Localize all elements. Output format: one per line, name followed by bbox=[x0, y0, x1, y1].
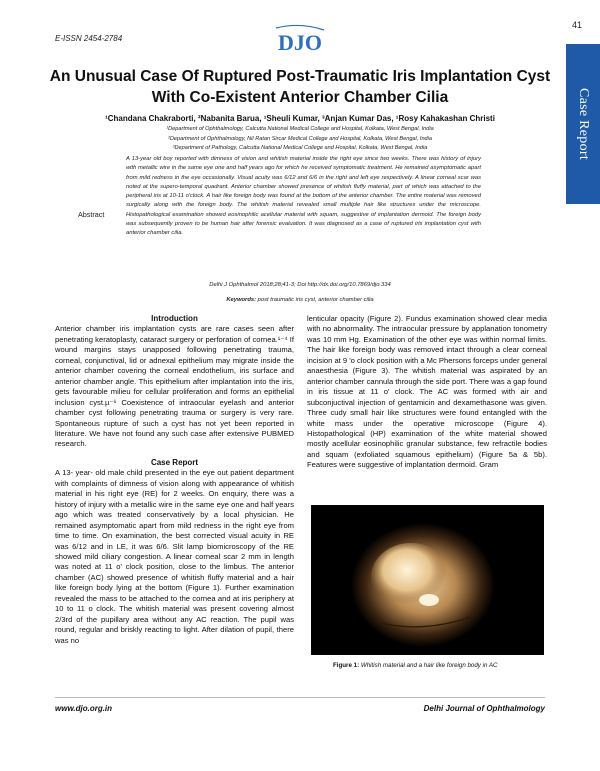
citation-doi: Delhi J Ophthalmol 2018;28;41-3; Doi http://dx.doi.org/10.7869/djo.334 bbox=[209, 282, 391, 288]
keywords-value: post traumatic iris cyst, anterior chamber cilia bbox=[257, 297, 374, 303]
figure-1-photo bbox=[311, 505, 544, 655]
abstract-label: Abstract bbox=[78, 210, 105, 219]
introduction-text: Anterior chamber iris implantation cysts are rare cases seen after penetrating keratoplasty, cataract surgery or perforation of cornea.¹⁻⁴ If wound margins stays unapposed following penetrating trauma, corneal, conjunctival, lid or adnexal epithelium may migrate inside the anterior chamber covering the corneal endothelium, iris surface and anterior chamber angle. This epithelium after implantation into the iris, gets favourable milieu for cellular proliferation and forms an epithelial inclusion cyst.µ⁻⁶ Coexistence of intraocular eyelash and anterior chamber cyst following penetrating trauma or surgery is very rare. Spontaneous rupture of such a cyst has not yet been reported in literature. We have not found any such case after extensive PUBMED research. bbox=[55, 324, 294, 449]
abstract-text: A 13-year old boy reported with dimness of vision and whitish material inside the right eye since two weeks. There was history of injury with metallic wire in the same eye one and half years ago for which he received symptomatic treatment. He remained asymptomatic apart from mild redness in the eye occasionally. Visual acuity was 6/12 and 6/6 in the right and left eye respectively. A linear corneal scar was noted at the supero-temporal quadrant. Anterior chamber showed presence of whitish fluffy material, part of which was attached to the peripheral iris at 10-11 o'clock. A hair like foreign body was found at the bottom of the anterior chamber. The entire material was removed surgically along with the foreign body. The whitish material revealed small multiple hair like structures under the microscope. Histopathological examination showed eosinophilic acellular material with squam, suggestive of implantation dermoid. The foreign body was subsequently proven to be human hair after forensic evaluation. It was diagnosed as a case of ruptured iris implantation cyst with anterior chamber cilia. bbox=[126, 156, 481, 237]
left-column bbox=[55, 314, 294, 646]
issn-label: E-ISSN 2454-2784 bbox=[55, 34, 123, 43]
eye-photo-illustration bbox=[311, 505, 544, 655]
introduction-heading: Introduction bbox=[151, 314, 198, 323]
right-column-text: lenticular opacity (Figure 2). Fundus examination showed clear media with no abnormality. The intraocular pressure by applanation tonometry was 10 mm Hg. Examination of the other eye was within normal limits. The hair like foreign body was removed intact through a clear corneal incision at 9 'o clock position with a Mc Phersons forceps under general anaesthesia (Figure 3). The whitish material was aspirated by an anterior chamber cannula through the side port. There was a gap found in iris tissue at 11 o' clock. The AC was formed with air and subconjuctival injection of gentamicin and dexamethasone was given. Three cudy small hair like structures were found entangled with the white mass under the operative microscope (Figure 4). Histopathological (HP) examination of the white material showed mostly acellular eosinophilic granular substance, few refractile bodies and squam (exfoliated squamous epithelium) (Figure 5a & 5b). Features were suggestive of implantation dermoid. Gram bbox=[307, 314, 547, 470]
sidebar-label: Case Report bbox=[576, 87, 591, 161]
affiliation-3: ³Department of Pathology, Calcutta National Medical College and Hospital, Kolkata, West Bengal, India bbox=[172, 145, 428, 151]
case-report-heading: Case Report bbox=[150, 457, 199, 467]
case-report-text: A 13- year- old male child presented in the eye out patient department with complaints of dimness of vision along with appearance of whitish material in his right eye (RE) for 2 weeks. On enquiry, there was a history of injury with a metallic wire in the same eye one and half years ago which was treated conservatively by a local physician. He remained asymptomatic apart from mild redness in the right eye from time to time. On examination, the best corrected visual acuity in RE was 6/12 and in LE, it was 6/6. Slit lamp biomicroscopy of the RE showed mild ciliary congestion. A linear corneal scar 2 mm in length was noted at 11 o' clock position, close to the limbus. The anterior chamber (AC) showed presence of whitish fluffy material and a hair like foreign body lying at the bottom (Figure 1). Further examination revealed the mass to be attached to the cornea and at iris periphery at 10 to 11 o clock. The whitish material was present covering almost 2/3rd of the pupillary area without any AC reaction. The pupil was round, regular and briskly reacting to light. After dilation of pupil, there was no bbox=[55, 468, 294, 645]
article-title: An Unusual Case Of Ruptured Post-Traumatic Iris Implantation Cyst With Co-Existent Anterior Chamber Cilia bbox=[49, 68, 551, 106]
affiliation-1: ¹Department of Ophthalmology, Calcutta National Medical College and Hospital, Kolkata, West Bengal, India bbox=[166, 126, 434, 132]
affiliations bbox=[60, 125, 540, 154]
right-column bbox=[307, 314, 547, 471]
footer-divider bbox=[55, 697, 545, 698]
caption-text: Whitish material and a hair like foreign body in AC bbox=[360, 662, 498, 669]
footer-website: www.djo.org.in bbox=[55, 704, 113, 713]
footer-journal-name: Delhi Journal of Ophthalmology bbox=[423, 704, 545, 713]
section-sidebar bbox=[566, 44, 600, 204]
journal-logo bbox=[272, 24, 328, 56]
logo-text: DJO bbox=[278, 30, 322, 55]
figure-1-caption bbox=[333, 662, 498, 669]
caption-label: Figure 1: bbox=[333, 662, 360, 669]
keywords-label: Keywords: bbox=[226, 297, 257, 303]
keywords-line bbox=[0, 297, 600, 303]
page-number: 41 bbox=[571, 20, 582, 30]
affiliation-2: ²Department of Ophthalmology, Nil Ratan Sircar Medical College and Hospital, Kolkata, West Bengal, India bbox=[167, 135, 433, 142]
author-list: ¹Chandana Chakraborti, ²Nabanita Barua, ¹Sheuli Kumar, ³Anjan Kumar Das, ¹Rosy Kahakashan Christi bbox=[105, 114, 495, 123]
